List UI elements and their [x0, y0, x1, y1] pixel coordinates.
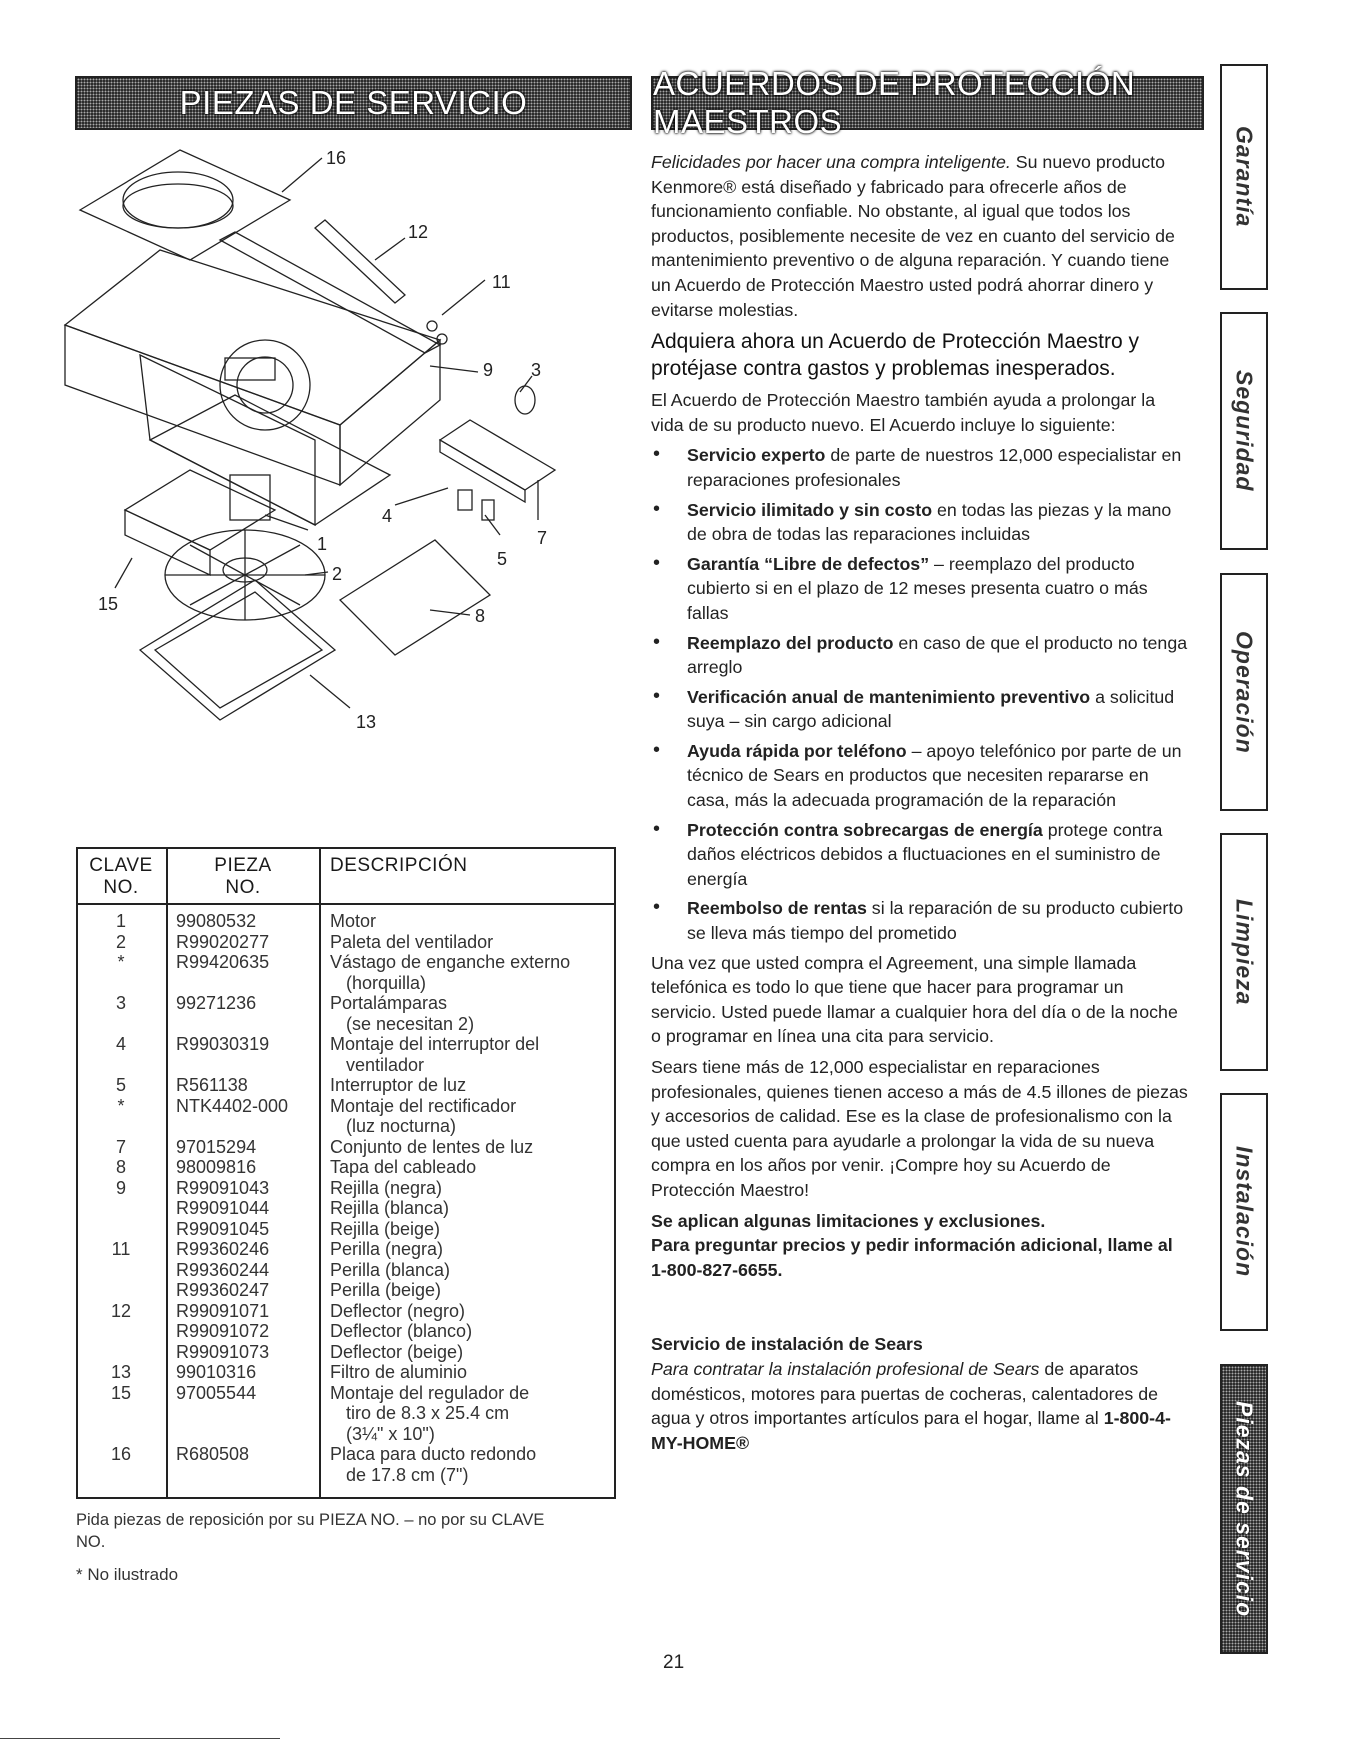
benefit-item: • Verificación anual de mantenimiento preventivo a solicitud suya – sin cargo adicional — [651, 685, 1189, 734]
intro-paragraph: Felicidades por hacer una compra inteligente. Su nuevo producto Kenmore® está diseñado y fabricado para ofrecerle años de funcionamiento confiable. No obstante, al igual que todos los productos, posiblemente necesite de vez en cuanto del servicio de mantenimiento preventivo o de alguna reparación. Y cuando tiene un Acuerdo de Protección Maestro usted podrá ahorrar dinero y evitarse molestias. — [651, 152, 1175, 320]
clave-cell: 11 — [111, 1239, 131, 1259]
callout-16: 16 — [326, 148, 347, 168]
pieza-cell: R99360244 — [176, 1259, 270, 1280]
banner-title: ACUERDOS DE PROTECCIÓN MAESTROS — [653, 65, 1136, 140]
table-row — [78, 952, 614, 993]
pieza-cell: 97015294 — [176, 1136, 257, 1157]
pieza-cell: 99080532 — [176, 911, 257, 931]
clave-cell: 16 — [110, 1444, 132, 1464]
clave-cell: 15 — [110, 1382, 132, 1403]
descripcion-line: Rejilla (negra) — [330, 1177, 443, 1198]
callout-4: 4 — [382, 506, 393, 526]
callout-13: 13 — [356, 712, 377, 732]
callout-1: 1 — [317, 534, 328, 554]
table-note: Pida piezas de reposición por su PIEZA NO. – no por su CLAVE NO. — [76, 1511, 545, 1551]
descripcion-cell — [330, 952, 570, 993]
clave-cell: 9 — [115, 1177, 126, 1198]
descripcion-line: Perilla (blanca) — [330, 1259, 451, 1280]
callout-7: 7 — [537, 528, 548, 548]
descripcion-cell — [330, 1219, 440, 1240]
banner-title: PIEZAS DE SERVICIO — [179, 84, 528, 121]
header-pieza: PIEZA NO. — [214, 855, 272, 898]
descripcion-line: Motor — [330, 911, 377, 931]
tab-instalacion[interactable]: Instalación — [1220, 1093, 1268, 1331]
tab-garantia[interactable]: Garantía — [1220, 64, 1268, 290]
descripcion-line: Placa para ducto redondo — [330, 1444, 537, 1464]
table-row — [78, 1096, 614, 1137]
descripcion-cell — [330, 1178, 442, 1199]
descripcion-line: (3¼" x 10") — [346, 1423, 435, 1444]
pieza-cell: R680508 — [176, 1444, 250, 1464]
table-row — [78, 911, 614, 932]
exploded-parts-diagram — [60, 140, 640, 820]
descripcion-line: de 17.8 cm (7") — [346, 1464, 469, 1485]
table-row — [78, 1137, 614, 1158]
benefit-item: • Ayuda rápida por teléfono – apoyo telefónico por parte de un técnico de Sears en productos que necesiten repararse en casa, más la adecuada programación de la reparación — [651, 739, 1189, 813]
tab-seguridad[interactable]: Seguridad — [1220, 312, 1268, 550]
paragraph-call: Una vez que usted compra el Agreement, una simple llamada telefónica es todo lo que tiene que hacer para programar un servicio. Usted puede llamar a cualquier hora del día o de la noche o programar en línea una cita para servicio. — [651, 952, 1178, 1047]
table-row — [78, 1239, 614, 1260]
not-illustrated-note: * No ilustrado — [76, 1565, 179, 1584]
paragraph-sears: Sears tiene más de 12,000 especialistar en reparaciones profesionales, quienes tienen acceso a más de 4.5 illones de piezas y accesorios de calidad. Ese es la clase de profesionalismo con la que usted cuenta para ayudarle a prolongar la vida de su nueva compra en los años por venir. ¡Compre hoy su Acuerdo de Protección Maestro! — [651, 1057, 1188, 1200]
clave-cell: 2 — [115, 931, 126, 952]
clave-cell: 13 — [110, 1362, 132, 1382]
callout-8: 8 — [475, 606, 486, 626]
descripcion-cell — [330, 1239, 443, 1260]
table-row — [78, 1362, 614, 1383]
descripcion-cell — [330, 1301, 465, 1322]
tab-limpieza[interactable]: Limpieza — [1220, 833, 1268, 1071]
clave-cell: 1 — [115, 911, 126, 931]
descripcion-line: Rejilla (beige) — [330, 1218, 441, 1239]
callout-2: 2 — [332, 564, 343, 584]
callout-12: 12 — [408, 222, 429, 242]
descripcion-line: Deflector (beige) — [330, 1341, 464, 1362]
tab-piezas-de-servicio[interactable]: Piezas de servicio — [1220, 1364, 1268, 1654]
descripcion-cell — [330, 1157, 476, 1178]
pieza-cell: R99091044 — [176, 1198, 270, 1218]
header-clave: CLAVE NO. — [89, 855, 153, 898]
callout-9: 9 — [483, 360, 494, 380]
descripcion-line: Deflector (negro) — [330, 1300, 466, 1321]
descripcion-line: Interruptor de luz — [330, 1075, 467, 1095]
clave-cell: 4 — [115, 1034, 126, 1054]
pricing-phone: Para preguntar precios y pedir información adicional, llame al 1-800-827-6655. — [651, 1235, 1173, 1280]
agreement-section — [651, 150, 1189, 1461]
table-row — [78, 1383, 614, 1445]
descripcion-line: Deflector (blanco) — [330, 1321, 473, 1341]
pieza-cell: 98009816 — [176, 1157, 257, 1177]
lead-statement: Adquiera ahora un Acuerdo de Protección Maestro y protéjase contra gastos y problemas inesperados. — [651, 330, 1139, 381]
descripcion-cell — [330, 993, 474, 1034]
limitations-note: Se aplican algunas limitaciones y exclusiones. — [651, 1210, 1046, 1231]
descripcion-cell — [330, 1383, 529, 1445]
clave-cell: 8 — [115, 1157, 126, 1177]
descripcion-cell — [330, 1444, 536, 1485]
descripcion-line: (luz nocturna) — [346, 1116, 457, 1136]
pieza-cell: R99091072 — [176, 1321, 270, 1341]
table-row — [78, 1198, 614, 1219]
descripcion-cell — [330, 1198, 449, 1219]
descripcion-cell — [330, 1362, 467, 1383]
helps-paragraph: El Acuerdo de Protección Maestro también ayuda a prolongar la vida de su producto nuevo. El Acuerdo incluye lo siguiente: — [651, 390, 1156, 435]
pieza-cell: R561138 — [176, 1075, 248, 1095]
pieza-cell: R99091045 — [176, 1218, 270, 1239]
descripcion-line: (horquilla) — [346, 972, 427, 993]
pieza-cell: 97005544 — [176, 1382, 257, 1403]
descripcion-cell — [330, 1075, 466, 1096]
table-row — [78, 1301, 614, 1322]
table-row — [78, 1260, 614, 1281]
table-row — [78, 1342, 614, 1363]
descripcion-line: Portalámparas — [330, 993, 448, 1013]
descripcion-line: tiro de 8.3 x 25.4 cm — [346, 1403, 510, 1423]
descripcion-line: Perilla (beige) — [330, 1280, 442, 1300]
descripcion-line: Conjunto de lentes de luz — [330, 1136, 534, 1157]
parts-table — [76, 847, 616, 1499]
benefit-item: • Servicio ilimitado y sin costo en todas las piezas y la mano de obra de todas las reparaciones incluidas — [651, 498, 1189, 547]
benefit-item: • Reembolso de rentas si la reparación de su producto cubierto se lleva más tiempo del prometido — [651, 896, 1189, 945]
pieza-cell: R99020277 — [176, 931, 270, 952]
pieza-cell: NTK4402-000 — [176, 1095, 289, 1116]
pieza-cell: R99360247 — [176, 1280, 270, 1300]
benefit-item: • Reemplazo del producto en caso de que el producto no tenga arreglo — [651, 631, 1189, 680]
descripcion-line: Paleta del ventilador — [330, 931, 494, 952]
descripcion-cell — [330, 1096, 516, 1137]
header-descripcion: DESCRIPCIÓN — [330, 855, 468, 876]
clave-cell: 12 — [110, 1300, 132, 1321]
descripcion-cell — [330, 1280, 441, 1301]
section-banner-agreements — [651, 65, 1204, 140]
clave-cell: 7 — [115, 1136, 126, 1157]
benefit-item: • Garantía “Libre de defectos” – reemplazo del producto cubierto si en el plazo de 12 meses presenta cuatro o más fallas — [651, 552, 1189, 626]
descripcion-line: Montaje del regulador de — [330, 1382, 530, 1403]
descripcion-cell — [330, 1321, 472, 1342]
pieza-cell: 99010316 — [176, 1362, 257, 1382]
table-row — [78, 1075, 614, 1096]
table-row — [78, 1157, 614, 1178]
descripcion-line: Tapa del cableado — [330, 1157, 477, 1177]
clave-cell: * — [117, 1095, 125, 1116]
table-row — [78, 1034, 614, 1075]
clave-cell: * — [117, 952, 125, 972]
descripcion-line: Filtro de aluminio — [330, 1362, 468, 1382]
descripcion-line: Montaje del interruptor del — [330, 1034, 540, 1054]
descripcion-line: (se necesitan 2) — [346, 1013, 475, 1034]
callout-11: 11 — [492, 272, 511, 292]
pieza-cell: R99091071 — [176, 1300, 270, 1321]
descripcion-line: Rejilla (blanca) — [330, 1198, 450, 1218]
page-number: 21 — [663, 1652, 685, 1673]
table-row — [78, 1444, 614, 1485]
clave-cell: 5 — [115, 1075, 126, 1095]
descripcion-line: Perilla (negra) — [330, 1239, 444, 1259]
install-heading: Servicio de instalación de Sears — [651, 1334, 923, 1355]
table-row — [78, 1178, 614, 1199]
callout-15: 15 — [98, 594, 119, 614]
descripcion-line: ventilador — [346, 1054, 425, 1075]
descripcion-cell — [330, 1034, 539, 1075]
descripcion-cell — [330, 1137, 533, 1158]
descripcion-cell — [330, 1342, 463, 1363]
pieza-cell: 99271236 — [176, 993, 257, 1013]
callout-5: 5 — [497, 549, 508, 569]
table-row — [78, 1219, 614, 1240]
benefit-item: • Protección contra sobrecargas de energía protege contra daños eléctricos debidos a fluctuaciones en el suministro de energía — [651, 818, 1189, 892]
table-row — [78, 1280, 614, 1301]
pieza-cell: R99030319 — [176, 1034, 270, 1054]
benefit-item: • Servicio experto de parte de nuestros 12,000 especialistar en reparaciones profesionales — [651, 443, 1189, 492]
table-row — [78, 993, 614, 1034]
clave-cell: 3 — [115, 993, 126, 1013]
pieza-cell: R99091073 — [176, 1341, 270, 1362]
pieza-cell: R99360246 — [176, 1239, 270, 1259]
descripcion-line: Montaje del rectificador — [330, 1095, 517, 1116]
tab-operacion[interactable]: Operación — [1220, 573, 1268, 811]
descripcion-line: Vástago de enganche externo — [330, 952, 571, 972]
pieza-cell: R99420635 — [176, 952, 270, 972]
install-paragraph: Para contratar la instalación profesional de Sears de aparatos domésticos, motores para puertas de cocheras, calentadores de agua y otros importantes artículos para el hogar, llame al 1-800-4-MY-HOME® — [651, 1358, 1171, 1453]
descripcion-cell — [330, 911, 376, 932]
section-banner-parts — [75, 76, 632, 130]
table-row — [78, 932, 614, 953]
benefit-list — [651, 443, 1189, 945]
callout-3: 3 — [531, 360, 542, 380]
descripcion-cell — [330, 1260, 450, 1281]
descripcion-cell — [330, 932, 493, 953]
pieza-cell: R99091043 — [176, 1177, 270, 1198]
table-row — [78, 1321, 614, 1342]
bottom-rule — [0, 1738, 280, 1739]
